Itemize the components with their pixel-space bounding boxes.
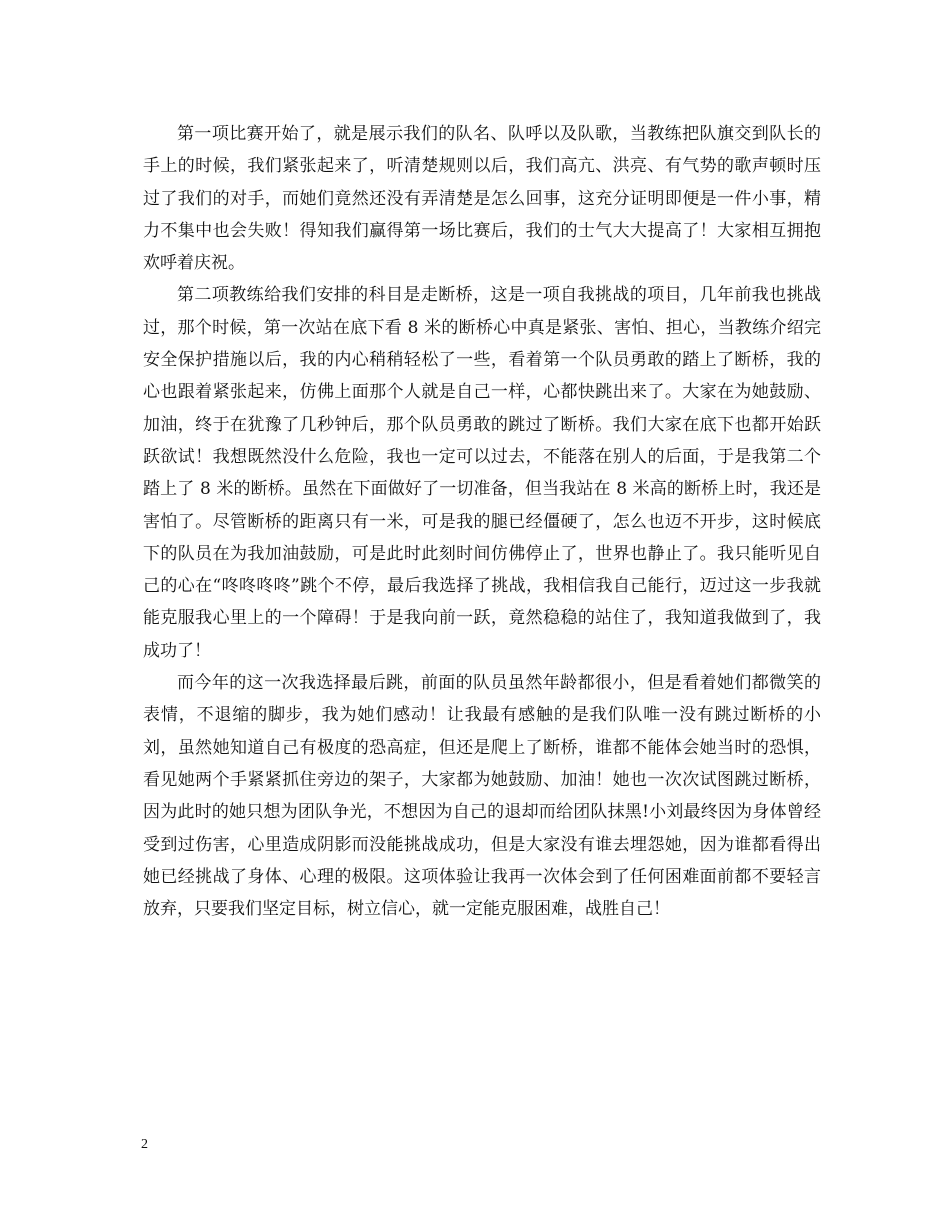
document-body (143, 118, 821, 925)
paragraph-3: 而今年的这一次我选择最后跳，前面的队员虽然年龄都很小，但是看着她们都微笑的表情，不退缩的脚步，我为她们感动！让我最有感触的是我们队唯一没有跳过断桥的小刘，虽然她知道自己有极度的恐高症，但还是爬上了断桥，谁都不能体会她当时的恐惧，看见她两个手紧紧抓住旁边的架子，大家都为她鼓励、加油！她也一次次试图跳过断桥，因为此时的她只想为团队争光，不想因为自己的退却而给团队抹黑!小刘最终因为身体曾经受到过伤害，心里造成阴影而没能挑战成功，但是大家没有谁去埋怨她，因为谁都看得出她已经挑战了身体、心理的极限。这项体验让我再一次体会到了任何困难面前都不要轻言放弃，只要我们坚定目标，树立信心，就一定能克服困难，战胜自己！ (143, 673, 821, 920)
page-number: 2 (141, 1137, 148, 1152)
paragraph-1: 第一项比赛开始了，就是展示我们的队名、队呼以及队歌，当教练把队旗交到队长的手上的时候，我们紧张起来了，听清楚规则以后，我们高亢、洪亮、有气势的歌声顿时压过了我们的对手，而她们竟然还没有弄清楚是怎么回事，这充分证明即便是一件小事，精力不集中也会失败！得知我们赢得第一场比赛后，我们的士气大大提高了！大家相互拥抱欢呼着庆祝。 (143, 124, 821, 274)
paragraph-2: 第二项教练给我们安排的科目是走断桥，这是一项自我挑战的项目，几年前我也挑战过，那个时候，第一次站在底下看 8 米的断桥心中真是紧张、害怕、担心，当教练介绍完安全保护措施以后，我的内心稍稍轻松了一些，看着第一个队员勇敢的踏上了断桥，我的心也跟着紧张起来，仿佛上面那个人就是自己一样，心都快跳出来了。大家在为她鼓励、加油，终于在犹豫了几秒钟后，那个队员勇敢的跳过了断桥。我们大家在底下也都开始跃跃欲试！我想既然没什么危险，我也一定可以过去，不能落在别人的后面，于是我第二个踏上了 8 米的断桥。虽然在下面做好了一切准备，但当我站在 8 米高的断桥上时，我还是害怕了。尽管断桥的距离只有一米，可是我的腿已经僵硬了，怎么也迈不开步，这时候底下的队员在为我加油鼓励，可是此时此刻时间仿佛停止了，世界也静止了。我只能听见自己的心在“咚咚咚咚”跳个不停，最后我选择了挑战，我相信我自己能行，迈过这一步我就能克服我心里上的一个障碍！于是我向前一跃，竟然稳稳的站住了，我知道我做到了，我成功了！ (143, 285, 821, 661)
